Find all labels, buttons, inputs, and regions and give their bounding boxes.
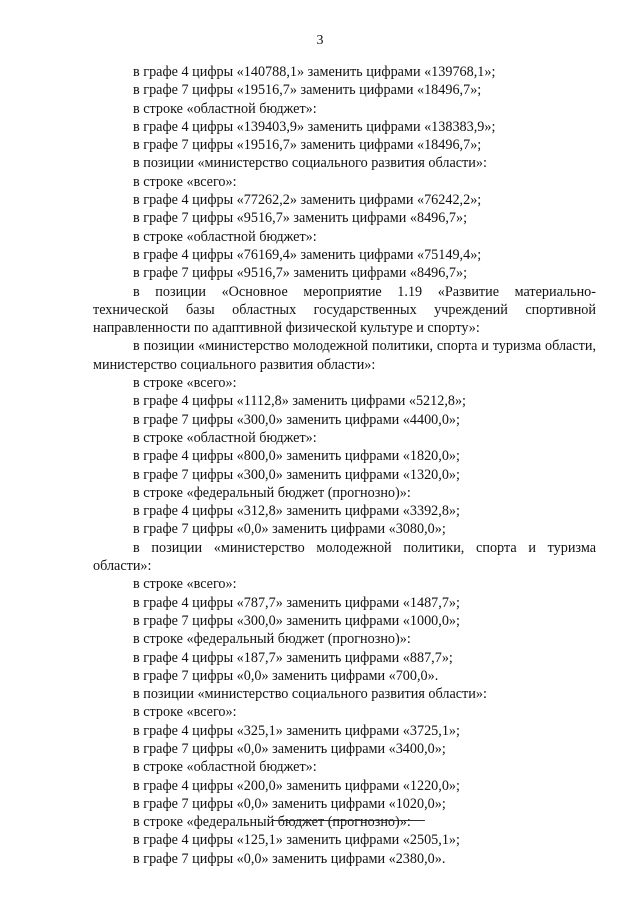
text-paragraph: в позиции «министерство молодежной политики, спорта и туризма области, министерство социального развития области»: xyxy=(93,338,596,373)
text-line: в графе 7 цифры «300,0» заменить цифрами «1000,0»; xyxy=(133,612,460,629)
text-line: в строке «областной бюджет»: xyxy=(133,228,317,245)
text-line: в строке «областной бюджет»: xyxy=(133,759,317,776)
text-line: в графе 7 цифры «300,0» заменить цифрами «1320,0»; xyxy=(133,466,460,483)
text-line: в графе 4 цифры «787,7» заменить цифрами «1487,7»; xyxy=(133,594,460,611)
text-line: в позиции «министерство социального развития области»: xyxy=(133,686,487,703)
text-line: в графе 4 цифры «800,0» заменить цифрами «1820,0»; xyxy=(133,448,460,465)
text-line: в строке «федеральный бюджет (прогнозно)»: xyxy=(133,484,411,501)
text-line: в позиции «министерство социального развития области»: xyxy=(133,155,487,172)
text-line: в графе 4 цифры «139403,9» заменить цифрами «138383,9»; xyxy=(133,118,496,135)
text-line: в графе 4 цифры «1112,8» заменить цифрами «5212,8»; xyxy=(133,393,466,410)
text-line: в строке «федеральный бюджет (прогнозно)»: xyxy=(133,814,411,831)
text-paragraph: в позиции «Основное мероприятие 1.19 «Развитие материально-технической базы областных государственных учреждений спортивной направленности по адаптивной физической культуре и спорту»: xyxy=(93,283,596,337)
text-line: в графе 7 цифры «0,0» заменить цифрами «3400,0»; xyxy=(133,740,446,757)
text-line: в строке «федеральный бюджет (прогнозно)»: xyxy=(133,631,411,648)
text-line: в графе 7 цифры «0,0» заменить цифрами «2380,0». xyxy=(133,850,446,867)
text-line: в графе 4 цифры «76169,4» заменить цифрами «75149,4»; xyxy=(133,246,482,263)
text-line: в графе 7 цифры «9516,7» заменить цифрами «8496,7»; xyxy=(133,210,468,227)
text-paragraph: в позиции «министерство молодежной политики, спорта и туризма области»: xyxy=(93,539,596,575)
text-line: в графе 7 цифры «300,0» заменить цифрами «4400,0»; xyxy=(133,411,460,428)
text-line: в строке «всего»: xyxy=(133,704,237,721)
text-line: в графе 7 цифры «19516,7» заменить цифрами «18496,7»; xyxy=(133,137,482,154)
text-line: в графе 4 цифры «125,1» заменить цифрами «2505,1»; xyxy=(133,832,460,849)
page-number: 3 xyxy=(316,33,324,48)
text-line: в строке «всего»: xyxy=(133,375,237,392)
text-line: в графе 4 цифры «77262,2» заменить цифрами «76242,2»; xyxy=(133,192,482,209)
text-line: в строке «областной бюджет»: xyxy=(133,100,317,117)
text-line: в строке «областной бюджет»: xyxy=(133,429,317,446)
text-line: в графе 4 цифры «200,0» заменить цифрами «1220,0»; xyxy=(133,777,460,794)
text-line: в графе 7 цифры «9516,7» заменить цифрами «8496,7»; xyxy=(133,265,468,282)
text-line: в графе 7 цифры «19516,7» заменить цифрами «18496,7»; xyxy=(133,82,482,99)
text-line: в графе 7 цифры «0,0» заменить цифрами «700,0». xyxy=(133,667,439,684)
text-line: в графе 4 цифры «140788,1» заменить цифрами «139768,1»; xyxy=(133,64,496,80)
text-line: в графе 4 цифры «187,7» заменить цифрами «887,7»; xyxy=(133,649,453,666)
text-line: в графе 7 цифры «0,0» заменить цифрами «3080,0»; xyxy=(133,521,446,538)
text-line: в графе 4 цифры «312,8» заменить цифрами «3392,8»; xyxy=(133,503,460,520)
closing-rule xyxy=(272,820,425,821)
document-body xyxy=(93,63,596,868)
text-line: в строке «всего»: xyxy=(133,576,237,593)
text-line: в графе 7 цифры «0,0» заменить цифрами «1020,0»; xyxy=(133,795,446,812)
text-line: в строке «всего»: xyxy=(133,173,237,190)
text-line: в графе 4 цифры «325,1» заменить цифрами «3725,1»; xyxy=(133,722,460,739)
